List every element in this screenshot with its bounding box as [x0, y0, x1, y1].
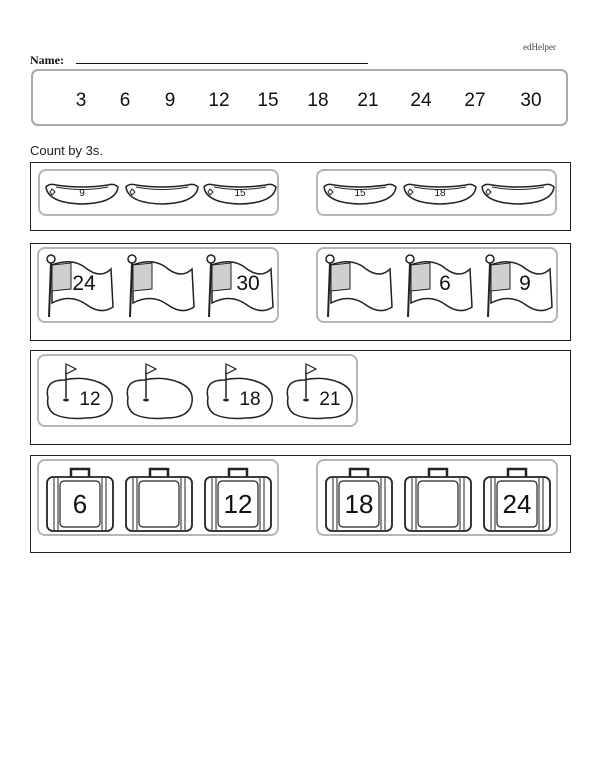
canoe-value: 18 [434, 188, 446, 199]
canoe-item [124, 179, 200, 207]
instruction-text: Count by 3s. [30, 143, 103, 158]
suitcase-row [30, 455, 571, 553]
number-line-item: 6 [119, 90, 131, 111]
canoe-icon [124, 179, 200, 207]
brand-label: edHelper [523, 42, 556, 52]
canoe-item [202, 179, 278, 207]
suitcase-item [45, 465, 115, 533]
golf-green-icon [122, 360, 196, 422]
canoe-group [316, 169, 557, 216]
number-line-item: 15 [257, 90, 279, 111]
number-line-item: 30 [520, 90, 542, 111]
name-field[interactable] [76, 63, 368, 64]
flag-row [30, 243, 571, 341]
canoe-value: 15 [354, 188, 366, 199]
flag-value: 6 [439, 272, 451, 295]
suitcase-value: 12 [223, 489, 253, 519]
name-label: Name: [30, 53, 64, 67]
flag-value: 30 [236, 272, 260, 295]
suitcase-value: 24 [502, 489, 532, 519]
flag-group [37, 247, 279, 323]
number-line-item: 18 [307, 90, 329, 111]
golf-item [282, 360, 356, 422]
canoe-item [480, 179, 556, 207]
number-line-item: 12 [208, 90, 230, 111]
suitcase-group [316, 459, 558, 536]
number-line-item: 27 [464, 90, 486, 111]
flag-group [316, 247, 558, 323]
number-line-item: 24 [410, 90, 432, 111]
golf-value: 18 [239, 389, 261, 410]
golf-item [42, 360, 116, 422]
suitcase-group [37, 459, 279, 536]
number-line-item: 3 [75, 90, 87, 111]
suitcase-item [403, 465, 473, 533]
golf-item [122, 360, 196, 422]
suitcase-value: 6 [72, 489, 88, 519]
flag-item [43, 253, 115, 319]
golf-value: 12 [79, 389, 101, 410]
flag-value: 24 [72, 272, 96, 295]
suitcase-item [482, 465, 552, 533]
flag-item [203, 253, 275, 319]
golf-item [202, 360, 276, 422]
canoe-row [30, 162, 571, 231]
number-line-item: 21 [357, 90, 379, 111]
canoe-item [322, 179, 398, 207]
flag-item [482, 253, 554, 319]
canoe-icon [480, 179, 556, 207]
canoe-item [44, 179, 120, 207]
suitcase-icon [124, 465, 194, 533]
golf-row [30, 350, 571, 445]
flag-item [322, 253, 394, 319]
suitcase-item [324, 465, 394, 533]
flag-item [124, 253, 196, 319]
suitcase-item [124, 465, 194, 533]
number-line-box [31, 69, 568, 126]
suitcase-item [203, 465, 273, 533]
suitcase-value: 18 [344, 489, 374, 519]
golf-group [37, 354, 358, 427]
flag-item [402, 253, 474, 319]
golf-value: 21 [319, 389, 341, 410]
number-line-item: 9 [164, 90, 176, 111]
suitcase-icon [403, 465, 473, 533]
canoe-value: 15 [234, 188, 246, 199]
flag-icon [124, 253, 196, 319]
flag-icon [322, 253, 394, 319]
canoe-item [402, 179, 478, 207]
flag-value: 9 [519, 272, 531, 295]
canoe-value: 9 [79, 188, 85, 199]
canoe-group [38, 169, 279, 216]
